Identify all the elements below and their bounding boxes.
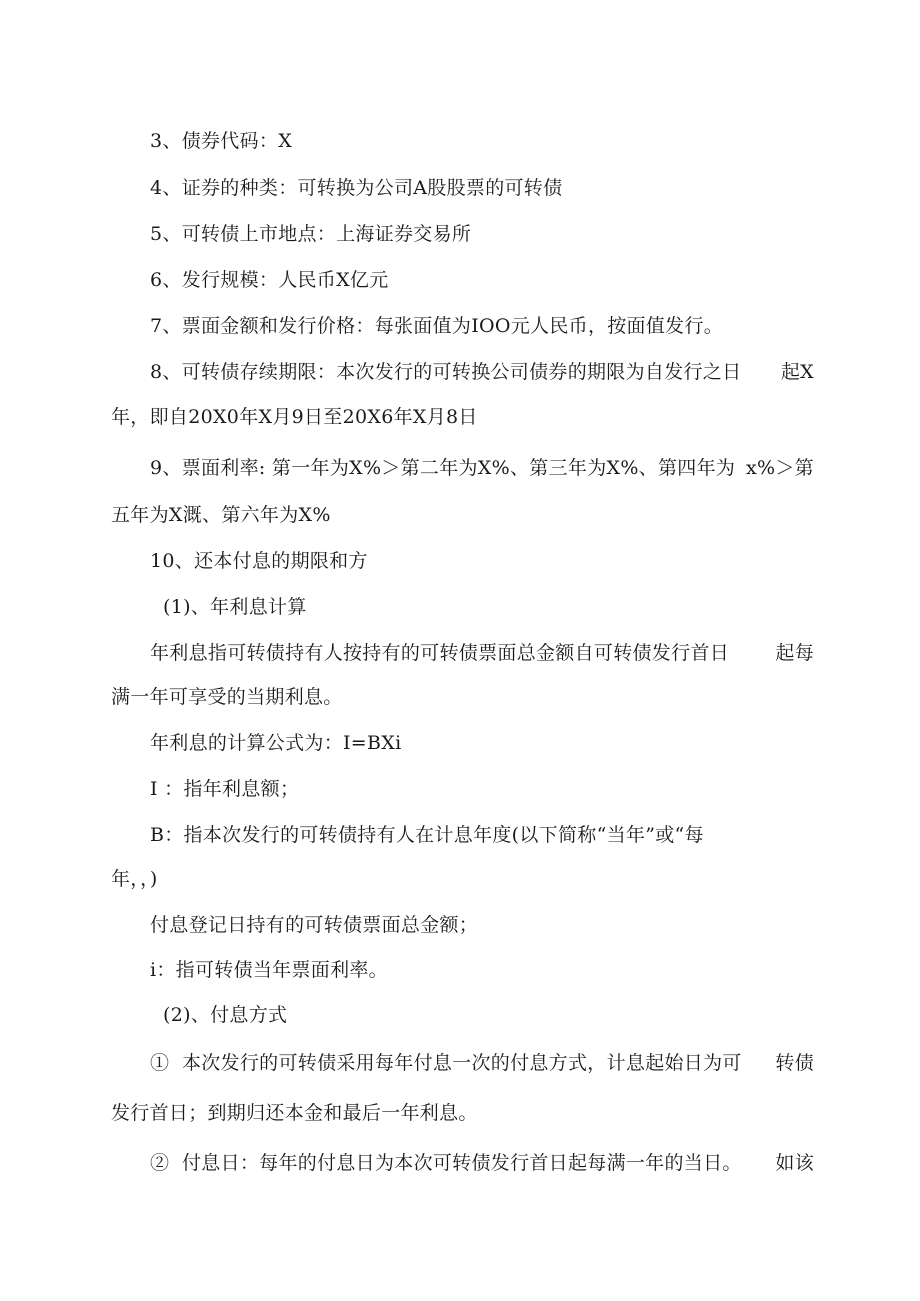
annual-interest-para-tail: 起每 <box>775 642 814 664</box>
section-payment-method-title: (2)、付息方式 <box>163 1004 288 1026</box>
payment-method-para-1-line-1 <box>150 1050 814 1076</box>
annual-interest-para-line-1 <box>150 640 814 666</box>
definition-b-line-3: 付息登记日持有的可转债票面总金额； <box>150 914 479 936</box>
interest-formula: 年利息的计算公式为：I=BXi <box>150 732 402 754</box>
annual-interest-para-line-2: 满一年可享受的当期利息。 <box>111 686 343 708</box>
item-coupon-tail: x%＞第 <box>746 457 814 479</box>
payment-date-para-tail: 如该 <box>775 1152 814 1174</box>
item-coupon-line-2: 五年为X溉、第六年为X% <box>111 504 331 526</box>
item-face-value: 7、票面金额和发行价格：每张面值为IOO元人民币，按面值发行。 <box>150 315 724 337</box>
payment-date-para-text: ② 付息日：每年的付息日为本次可转债发行首日起每满一年的当日。 <box>150 1152 742 1174</box>
item-repayment-heading: 10、还本付息的期限和方 <box>150 550 368 572</box>
payment-method-para-1-tail: 转债 <box>775 1052 814 1074</box>
definition-rate: i：指可转债当年票面利率。 <box>150 959 388 981</box>
definition-b-line-2: 年，，) <box>111 868 158 890</box>
item-term-text: 8、可转债存续期限：本次发行的可转换公司债券的期限为自发行之日 <box>150 361 742 383</box>
item-term-tail: 起X <box>780 361 814 383</box>
item-security-type: 4、证券的种类：可转换为公司A股股票的可转债 <box>150 177 563 199</box>
item-coupon-line-1 <box>150 455 814 481</box>
item-bond-code: 3、债券代码：X <box>150 130 293 152</box>
definition-b-line-1: B：指本次发行的可转债持有人在计息年度(以下简称“当年”或“每 <box>150 824 704 846</box>
annual-interest-para-text: 年利息指可转债持有人按持有的可转债票面总金额自可转债发行首日 <box>150 642 730 664</box>
item-term-line-1 <box>150 359 814 385</box>
payment-method-para-1-text: ① 本次发行的可转债采用每年付息一次的付息方式，计息起始日为可 <box>150 1052 742 1074</box>
payment-method-para-1-line-2: 发行首日；到期归还本金和最后一年利息。 <box>111 1102 478 1124</box>
definition-i-upper: I ：指年利息额； <box>150 778 300 800</box>
item-coupon-text: 9、票面利率: 第一年为X%＞第二年为X%、第三年为X%、第四年为 <box>150 457 736 479</box>
section-annual-interest-title: (1)、年利息计算 <box>163 596 307 618</box>
item-term-line-2: 年，即自20X0年X月9日至20X6年X月8日 <box>111 406 478 428</box>
payment-date-para-line-1 <box>150 1150 814 1176</box>
item-issue-size: 6、发行规模：人民币X亿元 <box>150 269 389 291</box>
item-listing-place: 5、可转债上市地点：上海证券交易所 <box>150 223 472 245</box>
